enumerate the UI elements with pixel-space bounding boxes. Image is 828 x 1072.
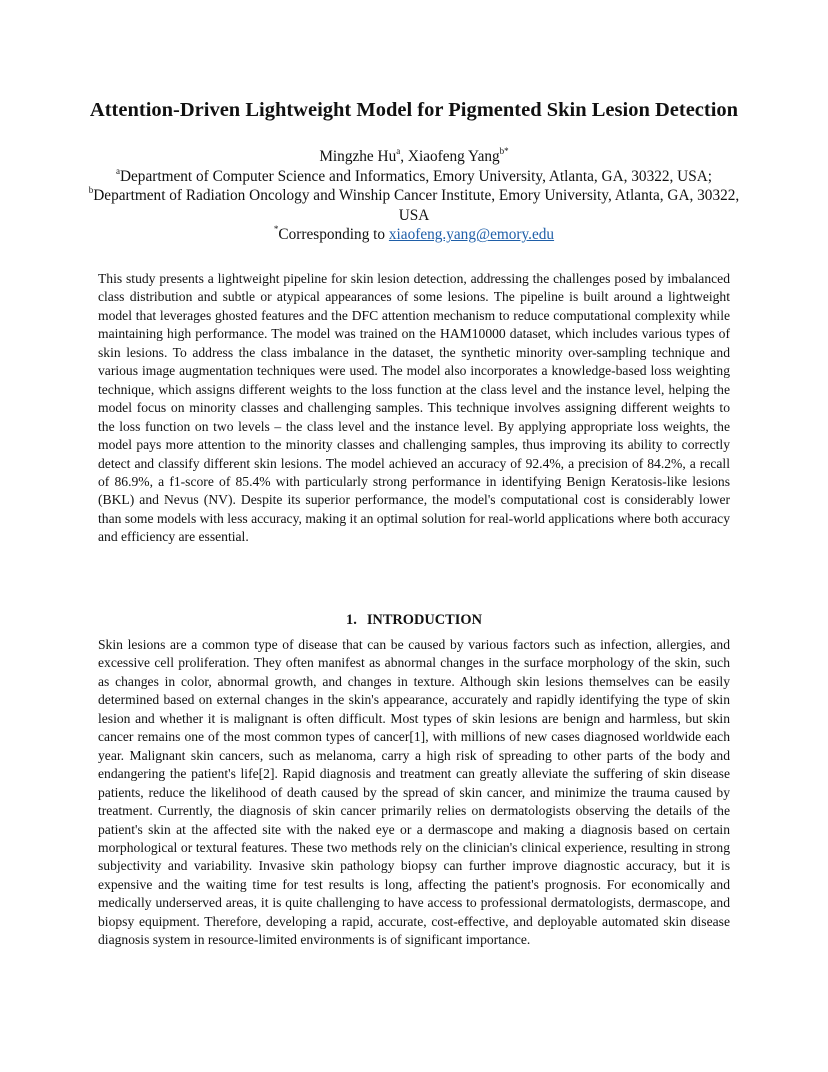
affiliation-text: Department of Radiation Oncology and Winship Cancer Institute, Emory University, Atlanta, GA, 30322, USA (93, 187, 740, 224)
correspondence-mark: * (273, 224, 279, 235)
section-title: INTRODUCTION (366, 612, 482, 628)
correspondence (80, 225, 748, 245)
author-name: Mingzhe Hu (319, 148, 397, 165)
paper-title: Attention-Driven Lightweight Model for Pigmented Skin Lesion Detection (89, 99, 739, 121)
affiliation-mark: a (396, 145, 401, 156)
email-link[interactable]: xiaofeng.yang@emory.edu (388, 226, 555, 244)
introduction-body: Skin lesions are a common type of disease that can be caused by various factors such as infection, allergies, and excessive cell proliferation. They often manifest as abnormal changes in the surface morphology of the skin, such as changes in color, abnormal growth, and changes in texture. Although skin lesions themselves can be easily determined based on external changes in the skin's appearance, accurately and rapidly identifying the type of skin lesion and whether it is malignant is often difficult. Most types of skin lesions are benign and harmless, but skin cancer remains one of the most common types of cancer[1], with millions of new cases diagnosed worldwide each year. Malignant skin cancers, such as melanoma, carry a high risk of spreading to other parts of the body and endangering the patient's life[2]. Rapid diagnosis and treatment can greatly alleviate the suffering of skin disease patients, reduce the likelihood of death caused by the spread of skin cancer, and minimize the trauma caused by treatment. Currently, the diagnosis of skin cancer primarily relies on dermatologists observing the details of the patient's skin at the affected site with the naked eye or a dermascope and making a diagnosis based on certain morphological or textural features. These two methods rely on the clinician's clinical experience, resulting in strong subjectivity and variability. Invasive skin pathology biopsy can further improve diagnostic accuracy, but it is expensive and the waiting time for test results is long, affecting the patient's prognosis. For economically and medically underserved areas, it is quite challenging to have access to professional dermatologists, dermascope, and biopsy equipment. Therefore, developing a rapid, accurate, cost-effective, and deployable automated skin disease diagnosis system in resource-limited environments is of significant importance. (98, 637, 730, 948)
section-number: 1. (346, 612, 357, 628)
affiliation-mark: b* (499, 145, 509, 156)
front-matter (80, 147, 748, 245)
affiliation-mark: a (115, 165, 120, 176)
affiliations (80, 167, 748, 226)
author-separator: , (400, 148, 408, 165)
affiliation-text: Department of Computer Science and Informatics, Emory University, Atlanta, GA, 30322, USA; (119, 167, 713, 185)
author-name: Xiaofeng Yang (407, 148, 500, 165)
correspondence-label: Corresponding to (278, 226, 389, 244)
section-heading (80, 610, 748, 630)
abstract: This study presents a lightweight pipeline for skin lesion detection, addressing the challenges posed by imbalanced class distribution and subtle or atypical appearances of some lesions. The pipeline is built around a lightweight model that leverages ghosted features and the DFC attention mechanism to reduce computational complexity while maintaining high performance. The model was trained on the HAM10000 dataset, which includes various types of skin lesions. To address the class imbalance in the dataset, the synthetic minority over-sampling technique and various image augmentation techniques were used. The model also incorporates a knowledge-based loss weighting technique, which assigns different weights to the loss function at the class level and the instance level, helping the model focus on minority classes and challenging samples. This technique involves assigning different weights to the loss function on two levels – the class level and the instance level. By applying appropriate loss weights, the model pays more attention to the minority classes and challenging samples, thus improving its ability to correctly detect and classify different skin lesions. The model achieved an accuracy of 92.4%, a precision of 84.2%, a recall of 86.9%, a f1-score of 85.4% with particularly strong performance in identifying Benign Keratosis-like lesions (BKL) and Nevus (NV). Despite its superior performance, the model's computational cost is considerably lower than some models with less accuracy, making it an optimal solution for real-world applications where both accuracy and efficiency are essential. (98, 271, 730, 545)
affiliation-mark: b (88, 185, 94, 196)
author-line (80, 147, 748, 167)
